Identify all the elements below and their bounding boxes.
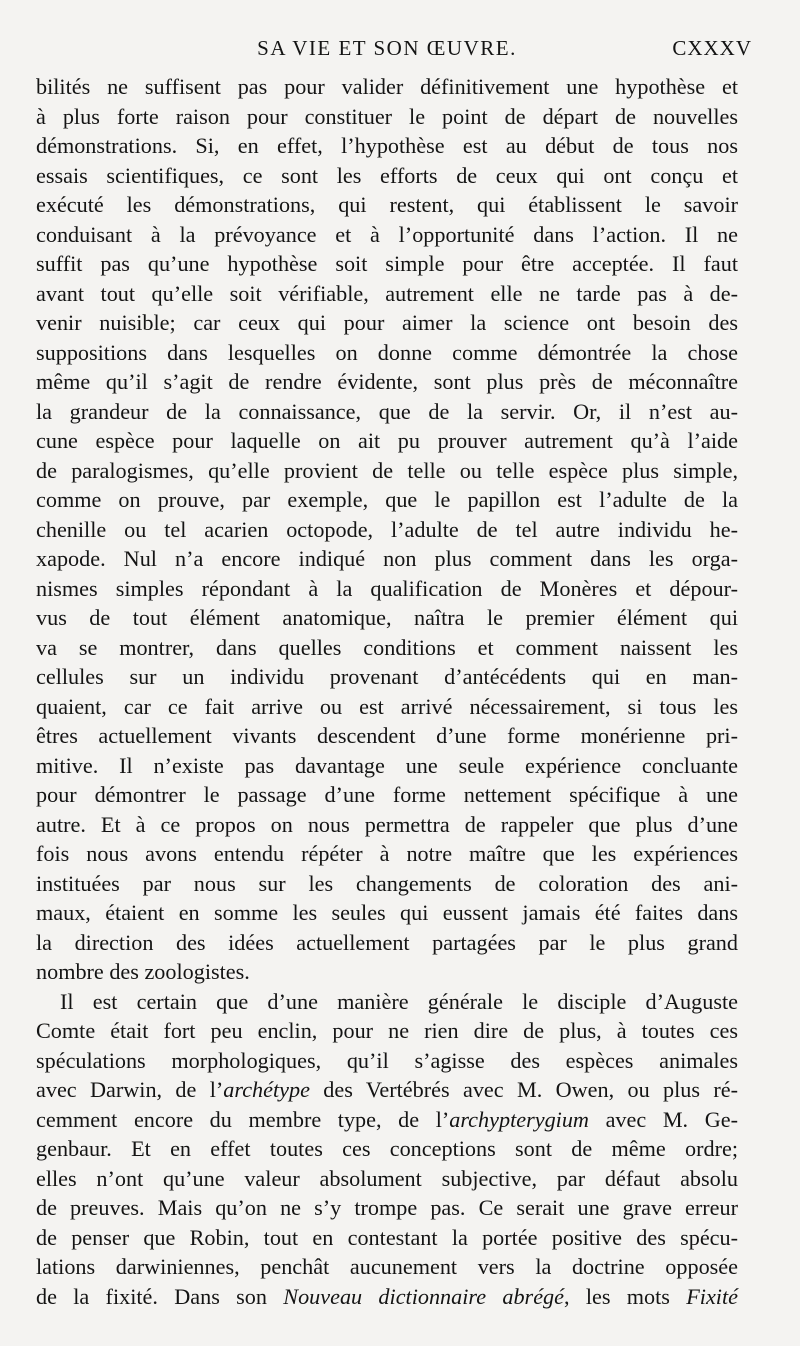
text-span: cellules sur un individu provenant d’antécédents qui en man- (36, 664, 738, 689)
text-span: exécuté les démonstrations, qui restent, qui établissent le savoir (36, 192, 738, 217)
text-span: suffit pas qu’une hypothèse soit simple pour être acceptée. Il faut (36, 251, 738, 276)
text-line (36, 1223, 738, 1253)
text-line (36, 839, 738, 869)
text-span: des Vertébrés avec M. Owen, ou plus ré- (309, 1077, 738, 1102)
text-line (36, 1164, 738, 1194)
page-header (36, 30, 752, 62)
text-line (36, 485, 738, 515)
text-span: quaient, car ce fait arrive ou est arrivé nécessairement, si tous les (36, 693, 738, 719)
text-span: chenille ou tel acarien octopode, l’adulte de tel autre individu he- (36, 516, 738, 542)
text-line (36, 810, 738, 840)
text-line (36, 249, 738, 279)
text-span: de la fixité. Dans son (36, 1283, 284, 1309)
text-span: , les mots (563, 1283, 687, 1309)
text-line (36, 190, 738, 220)
text-line (36, 338, 738, 368)
body-text (36, 72, 738, 1311)
text-span: nismes simples répondant à la qualification de Monères et dépour- (36, 575, 738, 601)
text-line (36, 898, 738, 928)
text-line (36, 102, 738, 132)
text-line (36, 308, 738, 338)
text-line (36, 751, 738, 781)
text-line (36, 692, 738, 722)
text-line (36, 633, 738, 663)
text-span: suppositions dans lesquelles on donne comme démontrée la chose (36, 339, 738, 365)
paragraph (36, 987, 738, 1312)
italic-span: archétype (223, 1077, 310, 1102)
text-line (36, 1105, 738, 1135)
text-line (36, 1046, 738, 1076)
text-span: pour démontrer le passage d’une forme nettement spécifique à une (36, 782, 738, 807)
text-span: la grandeur de la connaissance, que de la servir. Or, il n’est au- (36, 398, 738, 424)
text-span: autre. Et à ce propos on nous permettra de rappeler que plus d’une (36, 811, 738, 837)
text-span: mitive. Il n’existe pas davantage une seule expérience concluante (36, 752, 738, 778)
text-line (36, 721, 738, 751)
running-title: SA VIE ET SON ŒUVRE. (257, 36, 517, 60)
text-line (36, 72, 738, 102)
text-span: va se montrer, dans quelles conditions et comment naissent les (36, 634, 738, 660)
text-span: avec M. Ge- (588, 1106, 738, 1132)
text-span: fois nous avons entendu répéter à notre maître que les expériences (36, 841, 738, 866)
text-span: cemment encore du membre type, de l’ (36, 1106, 450, 1132)
text-line (36, 574, 738, 604)
text-span: lations darwiniennes, penchât aucunement vers la doctrine opposée (36, 1254, 738, 1279)
paragraph (36, 72, 738, 987)
text-line (36, 367, 738, 397)
text-span: avec Darwin, de l’ (36, 1077, 224, 1102)
text-span: comme on prouve, par exemple, que le papillon est l’adulte de la (36, 487, 738, 512)
text-span: elles n’ont qu’une valeur absolument subjective, par défaut absolu (36, 1165, 738, 1191)
text-line (36, 426, 738, 456)
text-line (36, 662, 738, 692)
italic-span: archypterygium (449, 1106, 589, 1132)
text-line (36, 397, 738, 427)
text-span: avant tout qu’elle soit vérifiable, autrement elle ne tarde pas à de- (36, 280, 738, 306)
text-span: à plus forte raison pour constituer le point de départ de nouvelles (36, 103, 738, 129)
text-span: maux, étaient en somme les seules qui eussent jamais été faites dans (36, 900, 738, 925)
page-number: CXXXV (672, 36, 752, 60)
text-span: instituées par nous sur les changements de coloration des ani- (36, 870, 738, 896)
text-span: de penser que Robin, tout en contestant la portée positive des spécu- (36, 1224, 738, 1250)
text-span: la direction des idées actuellement partagées par le plus grand (36, 929, 738, 955)
text-line (36, 1075, 738, 1105)
text-line (36, 1016, 738, 1046)
text-line (36, 1134, 738, 1164)
text-line (36, 279, 738, 309)
text-span: de paralogismes, qu’elle provient de telle ou telle espèce plus simple, (36, 457, 738, 483)
text-line (36, 131, 738, 161)
text-line (36, 456, 738, 486)
text-span: spéculations morphologiques, qu’il s’agisse des espèces animales (36, 1047, 738, 1073)
text-span: même qu’il s’agit de rendre évidente, sont plus près de méconnaître (36, 369, 738, 394)
text-span: vus de tout élément anatomique, naîtra le premier élément qui (36, 605, 738, 630)
text-span: Il est certain que d’une manière générale le disciple d’Auguste (60, 988, 738, 1014)
text-line (36, 957, 738, 987)
text-span: venir nuisible; car ceux qui pour aimer la science ont besoin des (36, 310, 738, 335)
text-span: xapode. Nul n’a encore indiqué non plus comment dans les orga- (36, 546, 738, 571)
text-line (36, 603, 738, 633)
text-span: démonstrations. Si, en effet, l’hypothèse est au début de tous nos (36, 133, 738, 158)
text-span: essais scientifiques, ce sont les efforts de ceux qui ont conçu et (36, 162, 738, 188)
text-span: genbaur. Et en effet toutes ces conceptions sont de même ordre; (36, 1136, 738, 1161)
text-line (36, 928, 738, 958)
text-line (36, 515, 738, 545)
text-line (36, 987, 738, 1017)
italic-span: Nouveau dictionnaire abrégé (283, 1283, 564, 1309)
text-span: êtres actuellement vivants descendent d’une forme monérienne pri- (36, 723, 738, 748)
text-span: nombre des zoologistes. (36, 959, 250, 984)
text-line (36, 1252, 738, 1282)
text-line (36, 1282, 738, 1312)
text-line (36, 780, 738, 810)
text-line (36, 161, 738, 191)
italic-span: Fixité (686, 1283, 738, 1309)
text-line (36, 1193, 738, 1223)
text-span: conduisant à la prévoyance et à l’opportunité dans l’action. Il ne (36, 221, 738, 247)
text-line (36, 869, 738, 899)
text-span: cune espèce pour laquelle on ait pu prouver autrement qu’à l’aide (36, 428, 738, 453)
text-line (36, 220, 738, 250)
text-span: Comte était fort peu enclin, pour ne rien dire de plus, à toutes ces (36, 1018, 738, 1043)
text-span: de preuves. Mais qu’on ne s’y trompe pas. Ce serait une grave erreur (36, 1195, 738, 1220)
text-line (36, 544, 738, 574)
text-span: bilités ne suffisent pas pour valider définitivement une hypothèse et (36, 74, 738, 99)
